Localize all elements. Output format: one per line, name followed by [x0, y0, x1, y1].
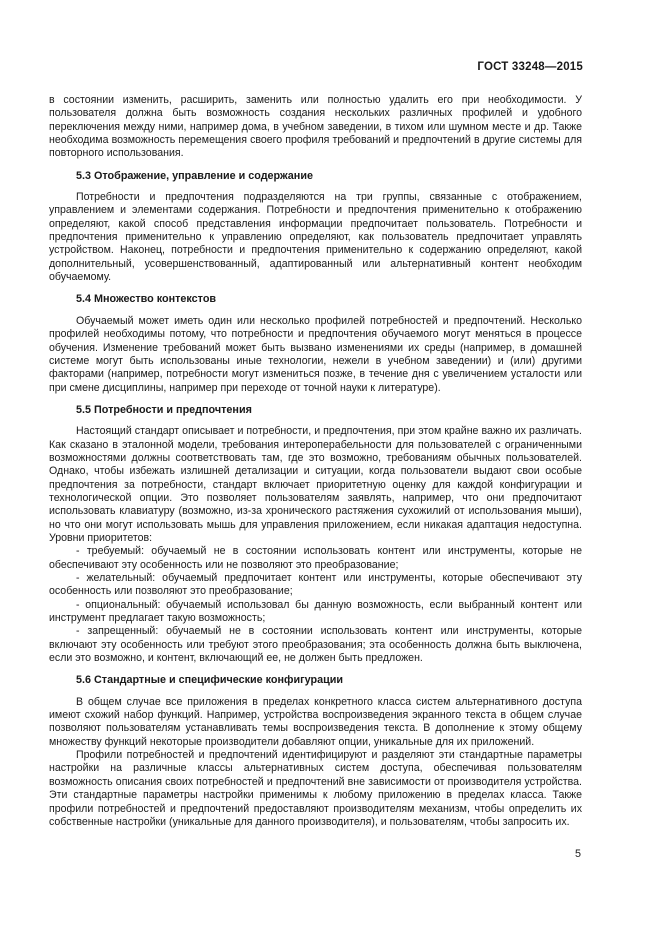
section-5-4-heading: 5.4 Множество контекстов: [76, 293, 217, 306]
intro-paragraph: в состоянии изменить, расширить, заменить или полностью удалить его при необходимости. У пользователя должна быть возможность создания нескольких различных профилей и удобного переключения между ними, например дома, в учебном заведении, в тихом или шумном месте и др. Также необходима возможность перемещения своего профиля требований и предпочтений в другие системы для повторного использования.: [49, 94, 582, 160]
priority-level-prohibited: - запрещенный: обучаемый не в состоянии использовать контент или инструменты, которые включают эту особенность или требуют этого преобразования; эта особенность должна быть выключена, если это возможно, и контент, включающий ее, не должен быть предложен.: [49, 625, 582, 665]
page-content: [49, 94, 582, 829]
priority-level-optional: - опциональный: обучаемый использовал бы данную возможность, если выбранный контент или инструмент предлагает такую возможность;: [49, 598, 582, 625]
document-code: ГОСТ 33248—2015: [477, 61, 583, 73]
section-5-6-paragraph-2: Профили потребностей и предпочтений идентифицируют и разделяют эти стандартные параметры настройки на различные классы альтернативных систем доступа, обеспечивая пользователям возможность описания своих потребностей и предпочтений вне зависимости от производителя устройства. Эти стандартные параметры настройки применимы к любому приложению в пределах класса. Также профили потребностей и предпочтений предоставляют производителям механизм, чтобы определить их собственные настройки (уникальные для данного производителя), и пользователям, чтобы запросить их.: [49, 749, 582, 828]
section-5-5-paragraph: Настоящий стандарт описывает и потребности, и предпочтения, при этом крайне важно их различать. Как сказано в эталонной модели, требования интероперабельности для пользователей с ограниченными возможностями должны соответствовать там, где это возможно, требованиям обычных пользователей. Однако, чтобы избежать излишней детализации и ситуации, когда пользователи выдают свои особые предпочтения за потребности, стандарт включает приоритетную оценку для каждой конфигурации и технологической опции. Это позволяет пользователям заявлять, например, что они предпочитают использовать клавиатуру (возможно, из-за хронического растяжения сухожилий от использования мыши), но что они могут использовать мышь для управления приложением, если никакая адаптация недоступна. Уровни приоритетов:: [49, 425, 582, 544]
section-5-3-paragraph: Потребности и предпочтения подразделяются на три группы, связанные с отображением, управлением и элементами содержания. Потребности и предпочтения применительно к отображению определяют, какой способ представления информации предпочитает пользователь. Потребности и предпочтения применительно к управлению определяют, как пользователь предпочитает управлять устройством. Наконец, потребности и предпочтения применительно к содержанию определяют, какой дополнительный, усовершенствованный, адаптированный или альтернативный контент необходим обучаемому.: [49, 191, 582, 284]
section-5-6-heading: 5.6 Стандартные и специфические конфигурации: [76, 674, 344, 687]
section-5-5-heading: 5.5 Потребности и предпочтения: [76, 403, 252, 416]
section-5-4-paragraph: Обучаемый может иметь один или несколько профилей потребностей и предпочтений. Несколько профилей необходимы потому, что потребности и предпочтения обучаемого могут меняться в процессе обучения. Изменение требований может быть вызвано изменениями их среды (например, в домашней системе могут быть использованы иные технологии, нежели в учебном заведении) и (или) другими факторами (например, потребности могут измениться позже, в течение дня с увеличением усталости или при смене дисциплины, например при переходе от точной науки к литературе).: [49, 314, 582, 394]
priority-level-preferred: - желательный: обучаемый предпочитает контент или инструменты, которые обеспечивают эту особенность или позволяют это преобразование;: [49, 572, 582, 598]
priority-level-required: - требуемый: обучаемый не в состоянии использовать контент или инструменты, которые не обеспечивают эту особенность или не позволяют это преобразование;: [49, 545, 582, 571]
section-5-6-paragraph-1: В общем случае все приложения в пределах конкретного класса систем альтернативного доступа имеют схожий набор функций. Например, устройства воспроизведения экранного текста в общем случае позволяют пользователям устанавливать темы воспроизведения текста. В дополнение к этому общему множеству функций некоторые производители добавляют опции, уникальные для их приложений.: [49, 695, 582, 748]
section-5-3-heading: 5.3 Отображение, управление и содержание: [76, 169, 313, 182]
page-number: 5: [574, 848, 581, 860]
